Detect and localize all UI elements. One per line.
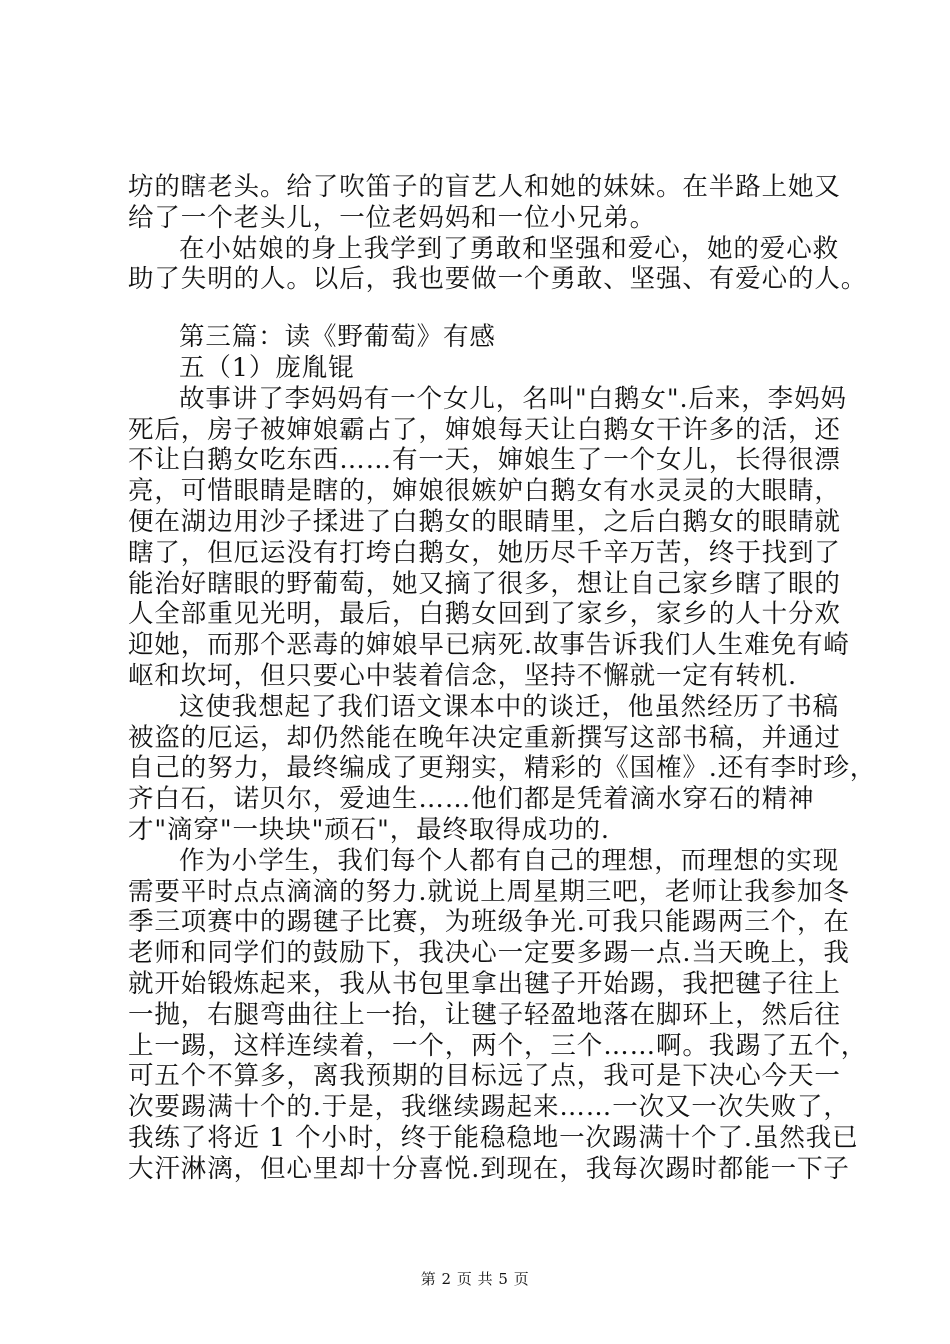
- text-line: 坊的瞎老头。给了吹笛子的盲艺人和她的妹妹。在半路上她又: [128, 172, 841, 202]
- text-line: 亮，可惜眼睛是瞎的，婶娘很嫉妒白鹅女有水灵灵的大眼睛，: [128, 476, 841, 507]
- text-line: 死后，房子被婶娘霸占了，婶娘每天让白鹅女干许多的活，还: [128, 414, 841, 445]
- text-line: 人全部重见光明，最后，白鹅女回到了家乡，家乡的人十分欢: [128, 599, 841, 630]
- text-line: 在小姑娘的身上我学到了勇敢和坚强和爱心，她的爱心救: [179, 233, 840, 264]
- text-line: 自己的努力，最终编成了更翔实，精彩的《国榷》.还有李时珍，: [128, 753, 877, 784]
- text-line: 作为小学生，我们每个人都有自己的理想，而理想的实现: [179, 845, 840, 876]
- page-footer: [0, 1269, 950, 1289]
- text-line: 就开始锻炼起来，我从书包里拿出毽子开始踢，我把毽子往上: [128, 968, 841, 999]
- text-line: 需要平时点点滴滴的努力.就说上周星期三吧，老师让我参加冬: [128, 876, 850, 907]
- text-line: 老师和同学们的鼓励下，我决心一定要多踢一点.当天晚上，我: [128, 938, 850, 969]
- text-line: 给了一个老头儿，一位老妈妈和一位小兄弟。: [128, 202, 657, 233]
- text-line: 我练了将近 1 个小时，终于能稳稳地一次踢满十个了.虽然我已: [128, 1122, 859, 1153]
- text-line: 一抛，右腿弯曲往上一抬，让毽子轻盈地落在脚环上，然后往: [128, 999, 841, 1030]
- text-line: 便在湖边用沙子揉进了白鹅女的眼睛里，之后白鹅女的眼睛就: [128, 506, 841, 537]
- text-line: 迎她，而那个恶毒的婶娘早已病死.故事告诉我们人生难免有崎: [128, 630, 850, 661]
- text-line: 故事讲了李妈妈有一个女儿，名叫"白鹅女".后来，李妈妈: [179, 383, 847, 414]
- text-line: 岖和坎坷，但只要心中装着信念，坚持不懈就一定有转机.: [128, 660, 798, 691]
- text-line: 被盗的厄运，却仍然能在晚年决定重新撰写这部书稿，并通过: [128, 722, 841, 753]
- text-line: 大汗淋漓，但心里却十分喜悦.到现在，我每次踢时都能一下子: [128, 1153, 850, 1184]
- text-line: 才"滴穿"一块块"顽石"，最终取得成功的.: [128, 814, 610, 845]
- text-line: 季三项赛中的踢毽子比赛，为班级争光.可我只能踢两三个，在: [128, 907, 850, 938]
- text-line: 上一踢，这样连续着，一个，两个，三个……啊。我踢了五个，: [128, 1030, 868, 1061]
- text-line: 助了失明的人。以后，我也要做一个勇敢、坚强、有爱心的人。: [128, 264, 868, 295]
- section-heading: 第三篇：读《野葡萄》有感: [179, 322, 496, 353]
- text-line: 瞎了，但厄运没有打垮白鹅女，她历尽千辛万苦，终于找到了: [128, 537, 841, 568]
- text-line: 这使我想起了我们语文课本中的谈迁，他虽然经历了书稿: [179, 691, 840, 722]
- section-gap: [128, 295, 840, 322]
- text-line: 不让白鹅女吃东西……有一天，婶娘生了一个女儿，长得很漂: [128, 445, 841, 476]
- page-number: 第 2 页 共 5 页: [420, 1270, 530, 1288]
- author-line: 五（1）庞胤锟: [179, 352, 355, 383]
- text-line: 齐白石，诺贝尔，爱迪生……他们都是凭着滴水穿石的精神: [128, 784, 815, 815]
- document-body: [128, 172, 877, 1185]
- text-line: 能治好瞎眼的野葡萄，她又摘了很多，想让自己家乡瞎了眼的: [128, 568, 841, 599]
- text-line: 次要踢满十个的.于是，我继续踢起来……一次又一次失败了，: [128, 1092, 850, 1123]
- text-line: 可五个不算多，离我预期的目标远了点，我可是下决心今天一: [128, 1061, 841, 1092]
